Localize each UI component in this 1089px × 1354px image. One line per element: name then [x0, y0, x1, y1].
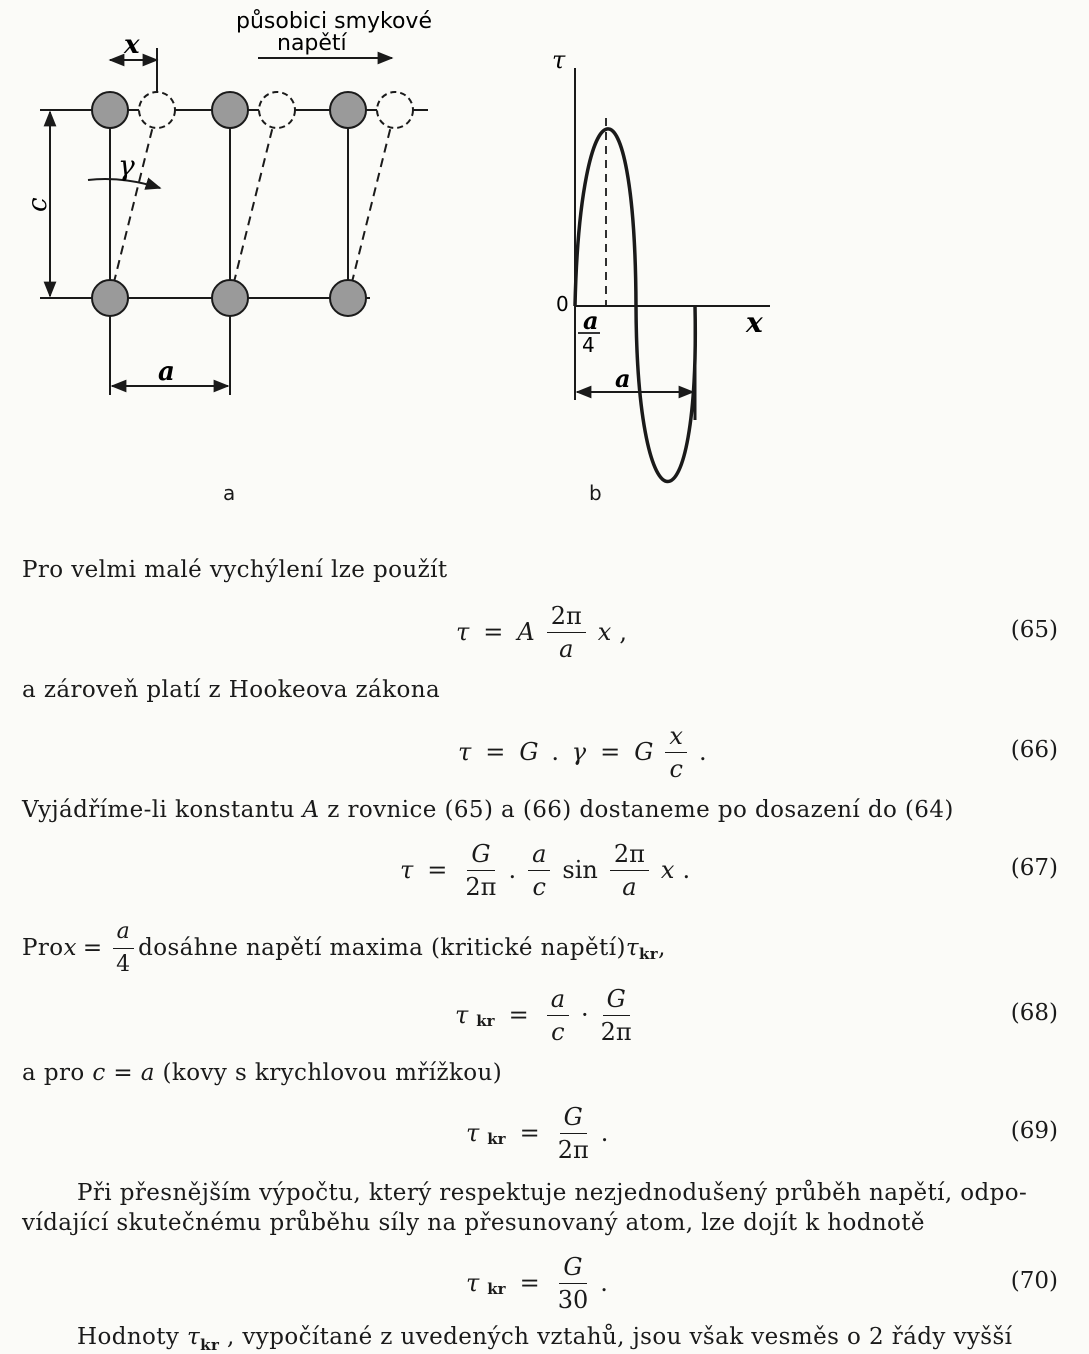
equation-number: (70)	[1010, 1268, 1058, 1294]
atom	[92, 280, 128, 316]
figure-b-graph	[575, 68, 770, 482]
stress-label-1: působici smykové	[236, 9, 432, 34]
paragraph-4: Pro x = $\frac{a}{4}$ dosáhne napětí maxima (kritické napětí) τ kr ,	[22, 918, 666, 977]
paragraph-6-line-1: Při přesnějším výpočtu, který respektuje nezjednodušený průběh napětí, odpo-	[77, 1180, 1028, 1206]
equation-68: τ kr = $\frac{a}{c}$ · $\frac{G}{2\pi}$ (68)	[455, 984, 1058, 1046]
label-a: a	[158, 357, 175, 387]
text-run: , vypočítané z uvedených vztahů, jsou však vesměs o 2 řády vyšší	[219, 1324, 1013, 1350]
axis-tau: τ	[552, 46, 566, 74]
paragraph-7: Hodnoty $\tau_{kr}$ , vypočítané z uvedených vztahů, jsou však vesměs o 2 řády vyšší	[77, 1324, 1013, 1354]
paragraph-2: a zároveň platí z Hookeova zákona	[22, 677, 441, 703]
text-run: Hodnoty	[77, 1324, 188, 1350]
quarter-num: a	[583, 306, 599, 335]
paragraph-6-line-2: vídající skutečnému průběhu síly na přesunovaný atom, lze dojít k hodnotě	[22, 1210, 925, 1236]
paragraph-5: a pro c = a (kovy s krychlovou mřížkou)	[22, 1060, 503, 1086]
text-run: Vyjádříme-li konstantu	[22, 797, 303, 823]
text-run: ,	[658, 935, 666, 961]
quarter-den: 4	[582, 333, 595, 357]
label-gamma: γ	[118, 149, 135, 182]
origin: 0	[556, 292, 569, 316]
equation-number: (68)	[1010, 1000, 1058, 1026]
equation-70: τ kr = $\frac{G}{30}$ . (70)	[466, 1252, 1058, 1314]
equation-69: τ kr = $\frac{G}{2\pi}$ . (69)	[466, 1102, 1058, 1164]
text-run: (kovy s krychlovou mřížkou)	[154, 1060, 503, 1086]
text-run: dosáhne napětí maxima (kritické napětí)	[138, 935, 626, 961]
displaced-atom	[377, 92, 413, 128]
stress-label-2: napětí	[277, 31, 347, 56]
equation-number: (65)	[1010, 617, 1058, 643]
atom	[330, 280, 366, 316]
equation-65: τ = A $\frac{2\pi}{a}$ x , (65)	[456, 601, 1058, 663]
equation-number: (66)	[1010, 737, 1058, 763]
paragraph-3	[22, 795, 1057, 825]
atom	[212, 92, 248, 128]
atom	[212, 280, 248, 316]
atom	[92, 92, 128, 128]
equation-number: (67)	[1010, 855, 1058, 881]
displaced-atom	[259, 92, 295, 128]
atom	[330, 92, 366, 128]
equation-67: τ = $\frac{G}{2\pi}$ . $\frac{a}{c}$ sin $\frac{2\pi}{a}$ x . (67)	[400, 839, 1058, 901]
period-label: a	[615, 364, 631, 393]
axis-x: x	[746, 306, 763, 339]
text-run: Pro	[22, 935, 64, 961]
text-run: z rovnice (65) a (66) dostaneme po dosazení do (64)	[319, 797, 954, 823]
text-run: a pro	[22, 1060, 93, 1086]
paragraph-1: Pro velmi malé vychýlení lze použít	[22, 557, 448, 583]
caption-b: b	[589, 481, 602, 505]
figures	[0, 0, 1089, 520]
equation-number: (69)	[1010, 1118, 1058, 1144]
label-c: c	[23, 197, 53, 212]
caption-a: a	[223, 481, 236, 505]
label-x: x	[124, 30, 140, 60]
equation-66: τ = G . γ = G $\frac{x}{c}$ . (66)	[458, 721, 1058, 783]
displaced-atom	[139, 92, 175, 128]
symbol-A: A	[302, 797, 320, 823]
